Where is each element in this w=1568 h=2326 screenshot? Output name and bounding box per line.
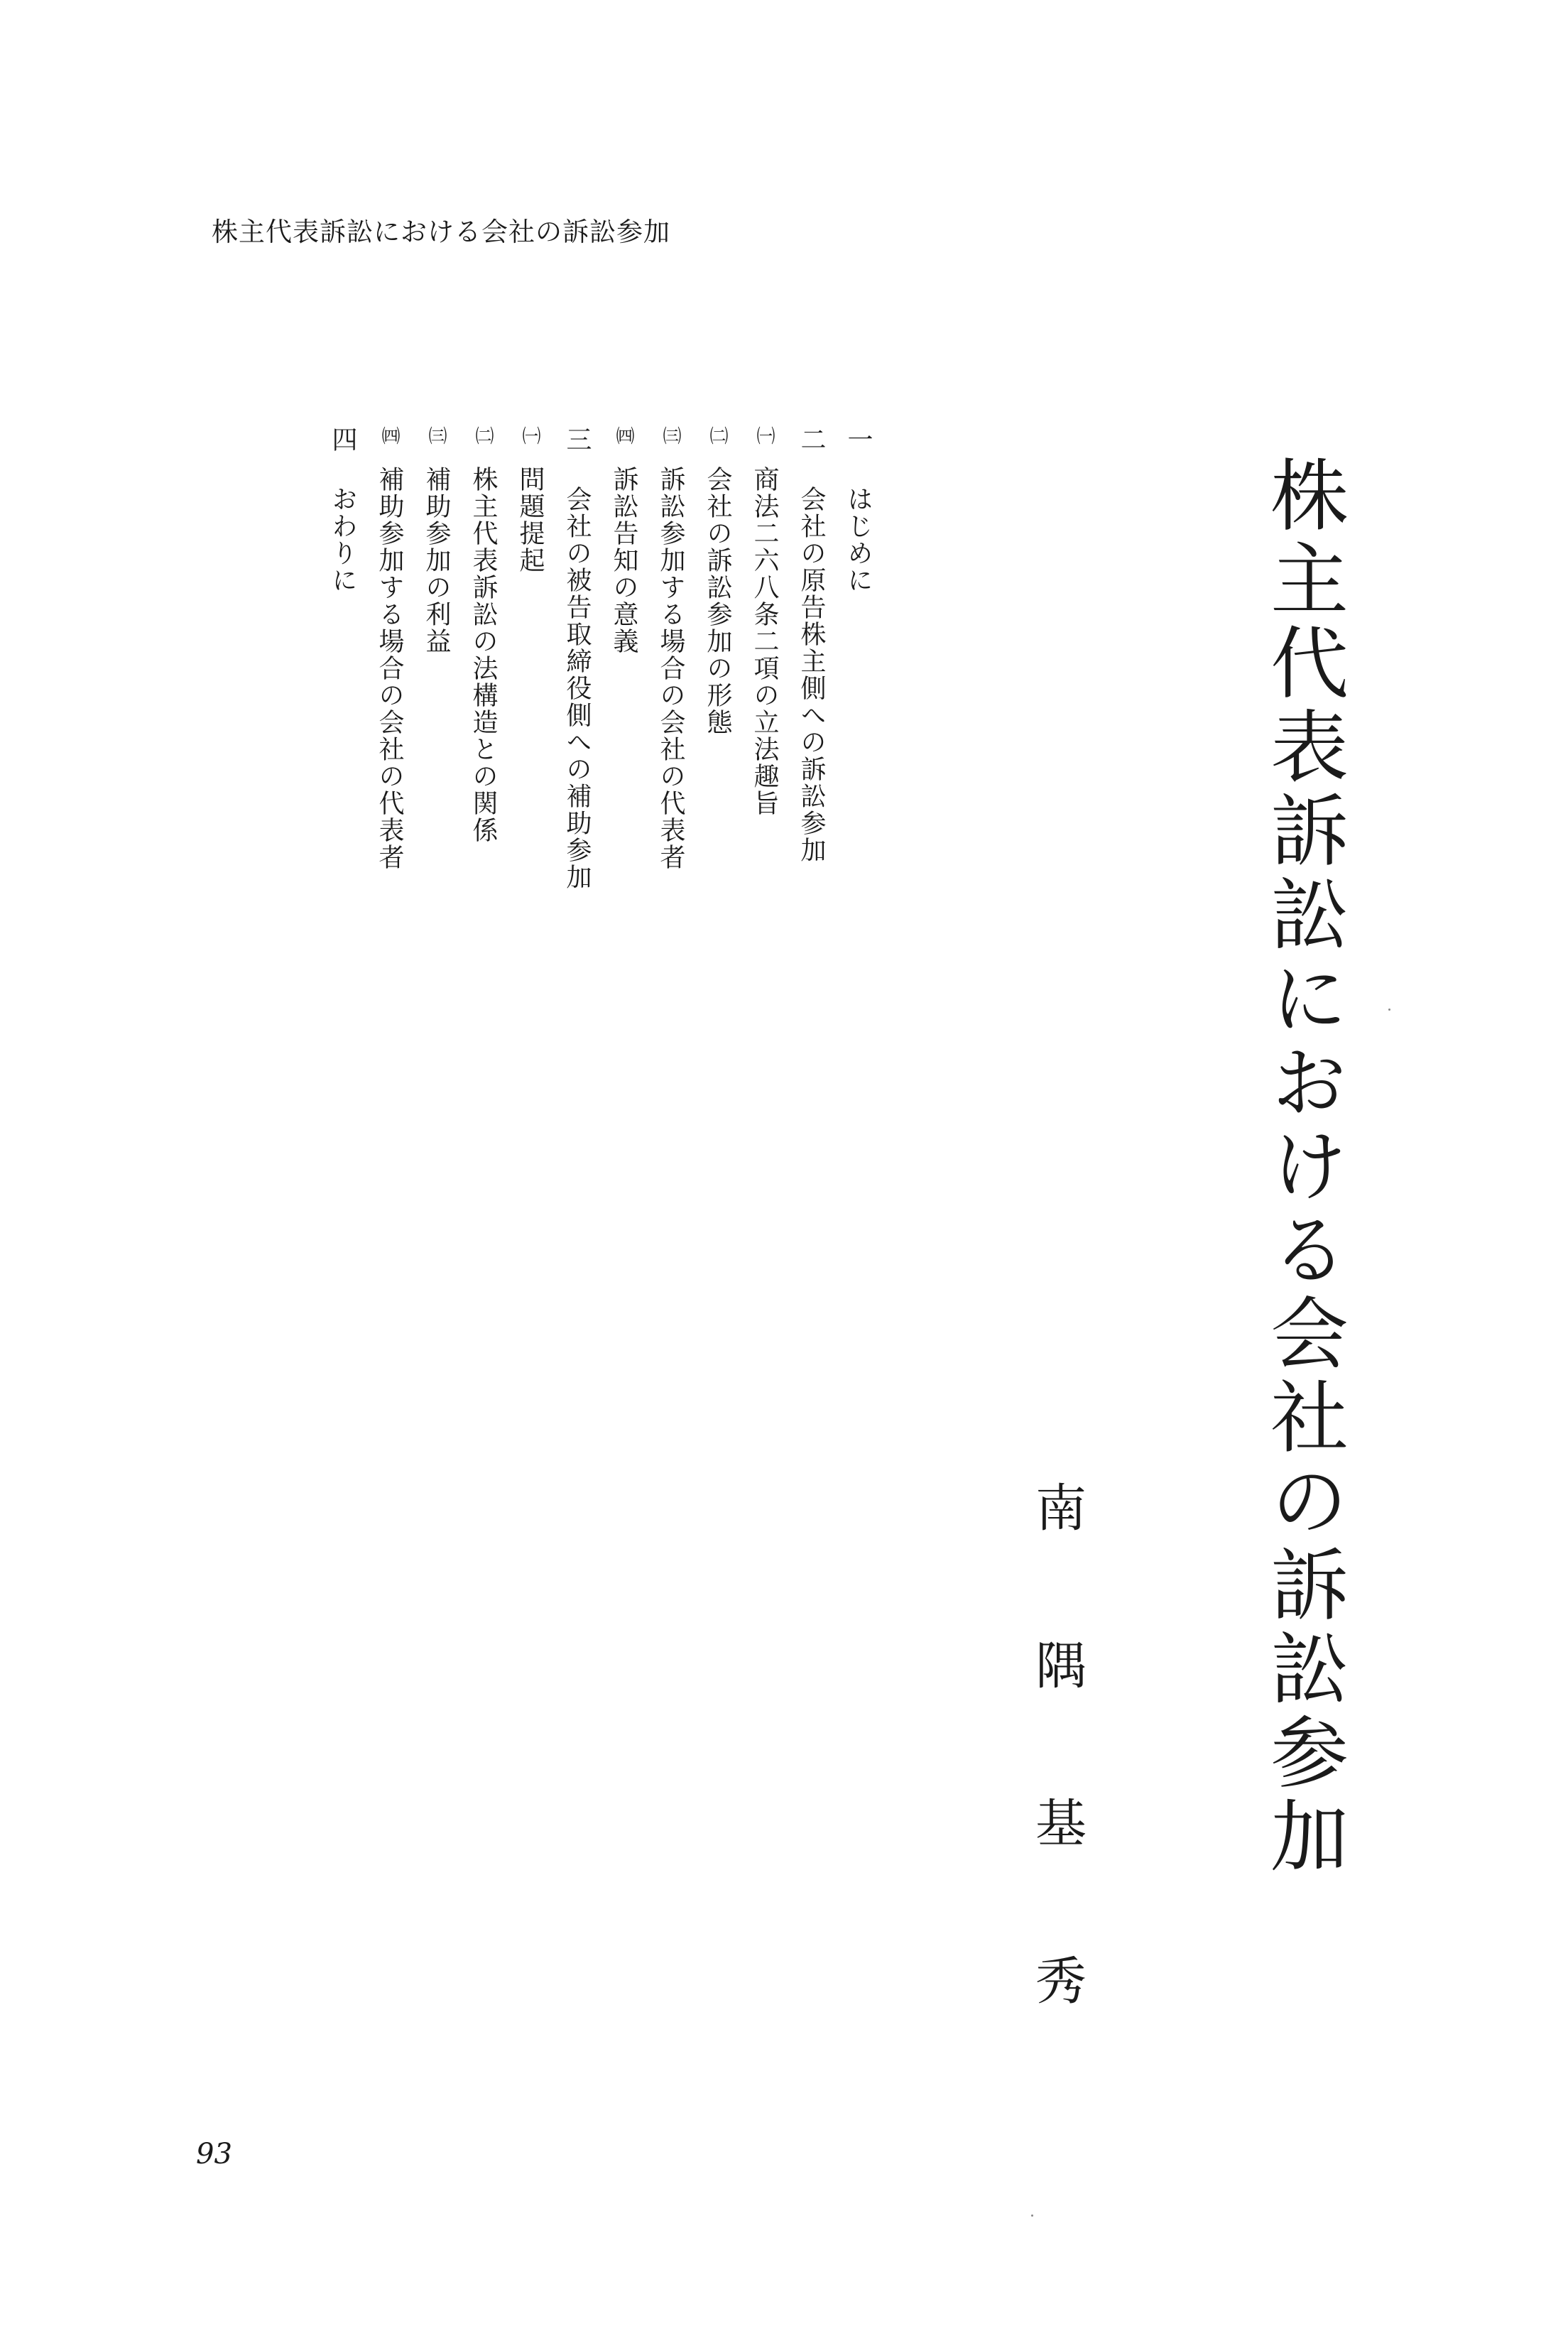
toc-subsection-number: ㈢ [660,426,681,445]
toc-entry-label: 株主代表訴訟の法構造との関係 [469,466,498,844]
toc-entry [608,426,639,655]
author-name: 南隅基秀 [1027,1481,1087,2112]
toc-section-number: 三 [562,426,592,453]
scan-speck [1388,1009,1390,1011]
toc-entry [514,426,545,574]
toc-subsection-number: ㈣ [379,426,400,445]
toc-subsection-number: ㈠ [753,426,775,445]
toc-subsection-number: ㈣ [613,426,634,445]
scan-speck [1031,2214,1033,2217]
toc-entry [374,426,405,871]
page-number: 93 [196,2138,232,2170]
running-header: 株主代表訴訟における会社の訴訟参加 [212,217,670,247]
toc-entry [748,426,780,817]
toc-entry-label: 商法二六八条二項の立法趣旨 [750,466,779,817]
toc-entry-label: 会社の原告株主側への訴訟参加 [797,486,826,864]
toc-entry-label: 問題提起 [516,466,545,574]
toc-entry [420,426,452,655]
toc-entry-label: 補助参加する場合の会社の代表者 [375,466,404,871]
toc-entry-label: 会社の訴訟参加の形態 [703,466,732,736]
toc-entry [561,426,592,891]
toc-entry [702,426,733,736]
article-title: 株主代表訴訟における会社の訴訟参加 [1258,455,1349,1879]
toc-entry [795,426,827,864]
toc-subsection-number: ㈠ [519,426,540,445]
toc-entry-label: はじめに [844,486,873,594]
toc-entry-label: 訴訟参加する場合の会社の代表者 [656,466,685,871]
toc-entry [327,426,358,594]
toc-entry [467,426,499,844]
toc-entry [655,426,686,871]
toc-subsection-number: ㈡ [707,426,728,445]
toc-entry-label: 会社の被告取締役側への補助参加 [562,486,592,891]
toc-section-number: 四 [328,426,357,453]
toc-subsection-number: ㈡ [472,426,494,445]
toc-section-number: 二 [797,426,826,453]
toc-section-number: 一 [844,426,873,453]
toc-subsection-number: ㈢ [425,426,447,445]
table-of-contents [305,426,895,966]
toc-entry-label: おわりに [328,486,357,594]
toc-entry-label: 補助参加の利益 [422,466,451,655]
toc-entry [842,426,873,594]
toc-entry-label: 訴訟告知の意義 [609,466,638,655]
